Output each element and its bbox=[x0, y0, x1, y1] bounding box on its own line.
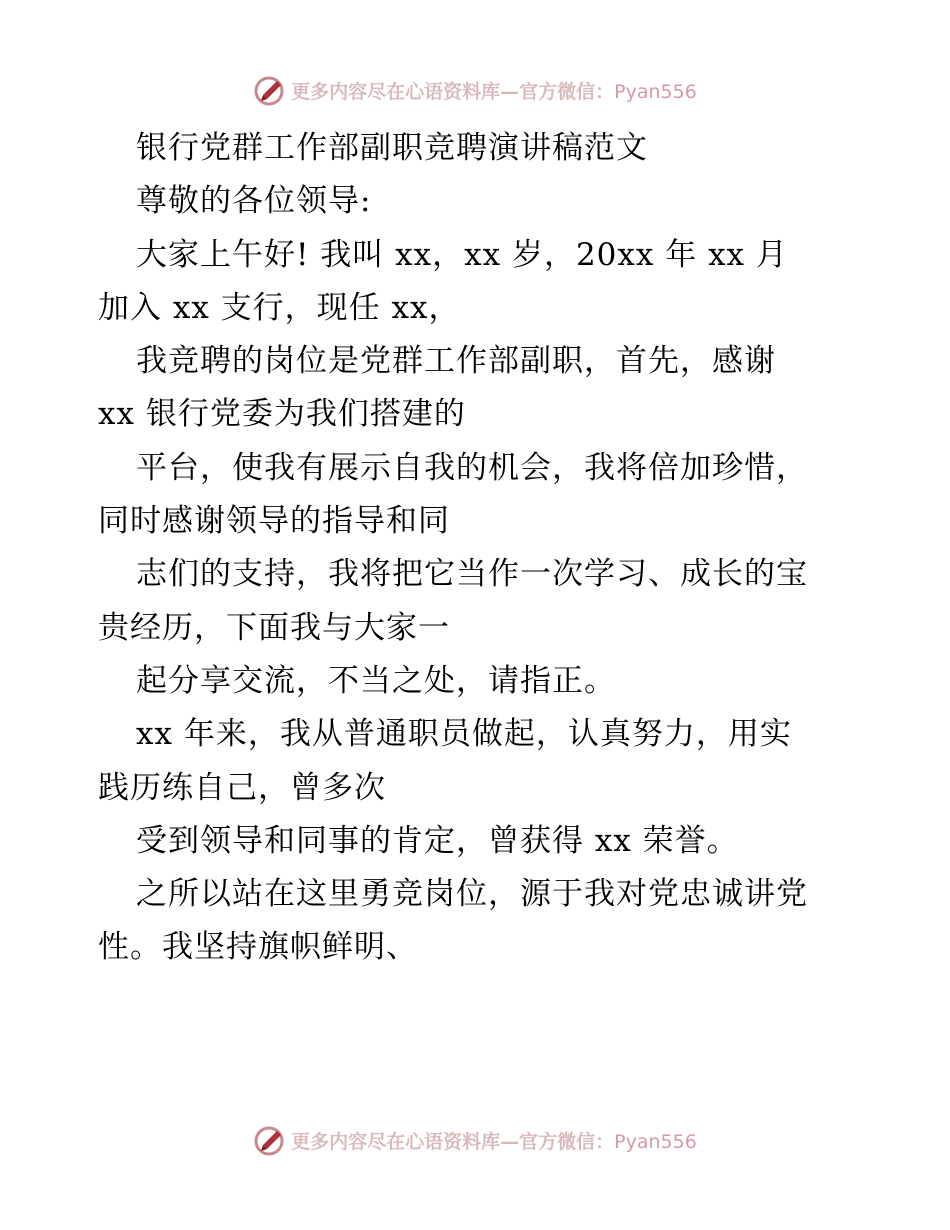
text-line: 大家上午好! 我叫 xx，xx 岁，20xx 年 xx 月 bbox=[136, 236, 788, 273]
watermark-text: 更多内容尽在心语资料库—官方微信： bbox=[291, 1130, 615, 1153]
watermark-id: Pyan556 bbox=[614, 80, 697, 103]
text-line: 受到领导和同事的肯定，曾获得 xx 荣誉。 bbox=[136, 822, 739, 859]
text-line: 志们的支持，我将把它当作一次学习、成长的宝 bbox=[136, 556, 808, 593]
document-body bbox=[98, 122, 868, 975]
text-line: 我竞聘的岗位是党群工作部副职，首先，感谢 bbox=[136, 343, 776, 380]
logo-icon bbox=[253, 1123, 287, 1157]
text-line: 性。我坚持旗帜鲜明、 bbox=[98, 929, 418, 966]
text-line: 践历练自己，曾多次 bbox=[98, 769, 386, 806]
text-line: xx 银行党委为我们搭建的 bbox=[98, 396, 466, 433]
header-watermark bbox=[0, 70, 950, 110]
salutation: 尊敬的各位领导: bbox=[136, 183, 372, 220]
text-line: 加入 xx 支行，现任 xx， bbox=[98, 289, 461, 326]
text-line: 之所以站在这里勇竞岗位，源于我对党忠诚讲党 bbox=[136, 876, 808, 913]
logo-icon bbox=[253, 73, 287, 107]
watermark-id: Pyan556 bbox=[614, 1130, 697, 1153]
text-line: xx 年来，我从普通职员做起，认真努力，用实 bbox=[136, 716, 792, 753]
text-line: 贵经历，下面我与大家一 bbox=[98, 609, 450, 646]
watermark-text: 更多内容尽在心语资料库—官方微信： bbox=[291, 80, 615, 103]
text-line: 起分享交流，不当之处，请指正。 bbox=[136, 662, 616, 699]
text-line: 平台，使我有展示自我的机会，我将倍加珍惜， bbox=[136, 449, 808, 486]
footer-watermark bbox=[0, 1120, 950, 1160]
text-line: 同时感谢领导的指导和同 bbox=[98, 503, 450, 540]
document-title: 银行党群工作部副职竞聘演讲稿范文 bbox=[136, 130, 648, 166]
